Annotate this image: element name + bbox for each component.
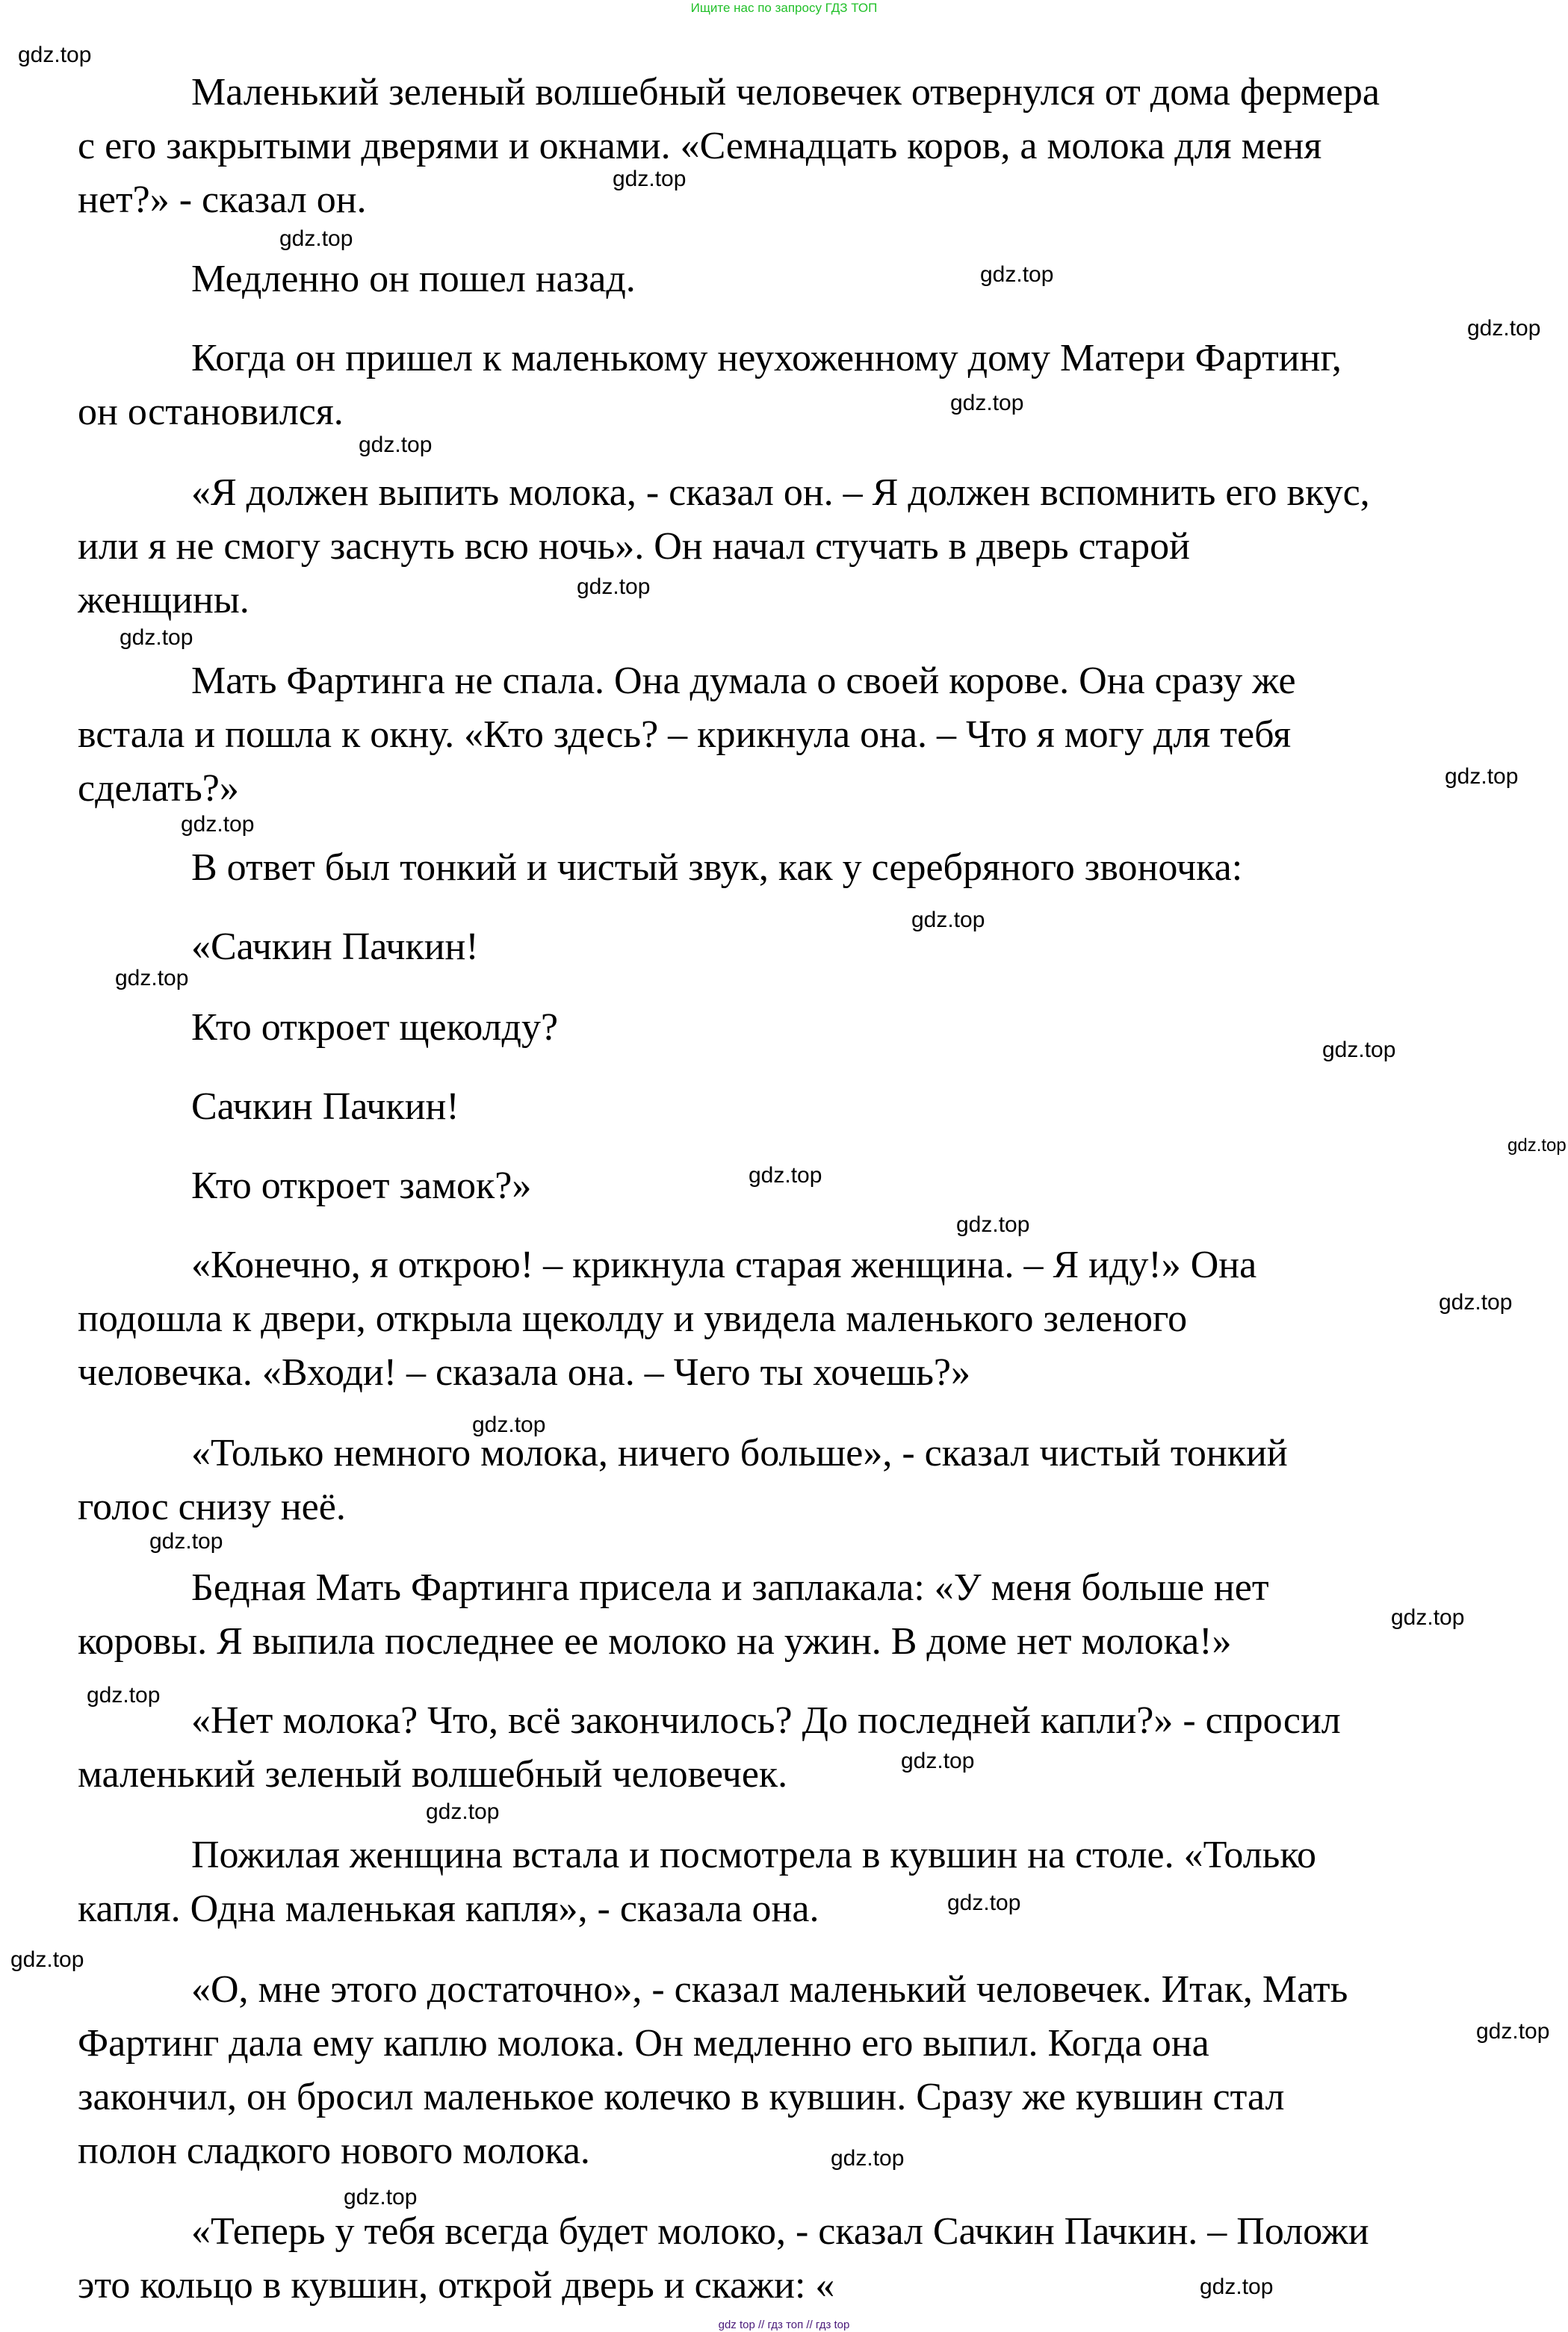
- watermark-text: gdz.top: [831, 2146, 905, 2171]
- paragraph: [78, 1238, 1542, 1400]
- paragraph: [78, 66, 1542, 227]
- text-line: с его закрытыми дверями и окнами. «Семнадцать коров, а молока для меня: [78, 125, 1322, 167]
- text-line: Когда он пришел к маленькому неухоженному дому Матери Фартинг,: [191, 337, 1342, 379]
- watermark-text: gdz.top: [749, 1163, 822, 1188]
- watermark-text: gdz.top: [577, 574, 651, 599]
- text-line: закончил, он бросил маленькое колечко в кувшин. Сразу же кувшин стал: [78, 2076, 1285, 2118]
- watermark-text: gdz.top: [950, 391, 1024, 415]
- text-line: маленький зеленый волшебный человечек.: [78, 1753, 788, 1796]
- watermark-text: gdz.top: [901, 1749, 975, 1773]
- text-line: «Сачкин Пачкин!: [191, 925, 479, 968]
- paragraph: [78, 332, 1542, 439]
- watermark-text: gdz.top: [956, 1212, 1030, 1237]
- watermark-text: gdz.top: [359, 432, 433, 457]
- watermark-text: gdz.top: [181, 812, 255, 837]
- watermark-text: gdz.top: [279, 226, 353, 251]
- text-line: человечка. «Входи! – сказала она. – Чего ты хочешь?»: [78, 1351, 971, 1394]
- watermark-text: gdz.top: [1200, 2274, 1274, 2299]
- watermark-text: gdz.top: [1439, 1290, 1513, 1315]
- text-line: полон сладкого нового молока.: [78, 2130, 590, 2172]
- watermark-text: gdz.top: [1445, 764, 1519, 789]
- watermark-text: gdz.top: [1322, 1038, 1396, 1062]
- text-line: голос снизу неё.: [78, 1486, 346, 1528]
- paragraph: [78, 841, 1542, 895]
- text-line: коровы. Я выпила последнее ее молоко на ужин. В доме нет молока!»: [78, 1620, 1232, 1663]
- watermark-text: gdz.top: [115, 966, 189, 990]
- text-line: женщины.: [78, 579, 250, 621]
- watermark-text: gdz.top: [911, 908, 985, 932]
- text-line: «Только немного молока, ничего больше», - сказал чистый тонкий: [191, 1432, 1288, 1474]
- paragraph: [78, 1829, 1542, 1936]
- text-line: «Нет молока? Что, всё закончилось? До последней капли?» - спросил: [191, 1699, 1341, 1742]
- text-line: «О, мне этого достаточно», - сказал маленький человечек. Итак, Мать: [191, 1968, 1348, 2011]
- watermark-text: gdz.top: [1391, 1605, 1465, 1630]
- text-line: Фартинг дала ему каплю молока. Он медленно его выпил. Когда она: [78, 2022, 1209, 2065]
- text-line: он остановился.: [78, 391, 344, 433]
- watermark-text: gdz.top: [472, 1412, 546, 1437]
- watermark-text: gdz.top: [1476, 2019, 1550, 2044]
- paragraph: [78, 1694, 1542, 1802]
- paragraph: [78, 654, 1542, 816]
- watermark-text: gdz.top: [1467, 316, 1541, 341]
- text-line: Пожилая женщина встала и посмотрела в кувшин на столе. «Только: [191, 1834, 1317, 1876]
- watermark-text: gdz.top: [10, 1947, 84, 1972]
- text-line: Кто откроет замок?»: [191, 1165, 532, 1207]
- text-line: «Конечно, я открою! – крикнула старая женщина. – Я иду!» Она: [191, 1244, 1257, 1286]
- text-line: капля. Одна маленькая капля», - сказала она.: [78, 1888, 819, 1930]
- text-line: Сачкин Пачкин!: [191, 1085, 459, 1128]
- text-line: Маленький зеленый волшебный человечек отвернулся от дома фермера: [191, 71, 1380, 114]
- text-line: нет?» - сказал он.: [78, 179, 367, 221]
- text-line: Кто откроет щеколду?: [191, 1006, 559, 1049]
- watermark-text: gdz.top: [344, 2185, 418, 2209]
- paragraph: [78, 1080, 1542, 1134]
- paragraph: [78, 1561, 1542, 1669]
- paragraph: [78, 466, 1542, 627]
- watermark-text: gdz.top: [18, 43, 92, 67]
- text-line: сделать?»: [78, 767, 239, 810]
- watermark-text: gdz.top: [87, 1683, 161, 1708]
- watermark-text: gdz.top: [980, 262, 1054, 287]
- text-line: встала и пошла к окну. «Кто здесь? – крикнула она. – Что я могу для тебя: [78, 713, 1292, 756]
- watermark-text: gdz.top: [426, 1799, 500, 1824]
- text-line: «Я должен выпить молока, - сказал он. – Я должен вспомнить его вкус,: [191, 471, 1370, 514]
- paragraph: [78, 2205, 1542, 2313]
- paragraph: [78, 1427, 1542, 1534]
- text-line: или я не смогу заснуть всю ночь». Он начал стучать в дверь старой: [78, 525, 1190, 568]
- text-line: Бедная Мать Фартинга присела и заплакала: «У меня больше нет: [191, 1566, 1269, 1609]
- text-line: это кольцо в кувшин, открой дверь и скажи: «: [78, 2264, 835, 2307]
- paragraph: [78, 920, 1542, 974]
- paragraph: [78, 252, 1542, 306]
- text-line: подошла к двери, открыла щеколду и увидела маленького зеленого: [78, 1297, 1188, 1340]
- watermark-text: gdz.top: [947, 1891, 1021, 1915]
- watermark-text: gdz.top: [1507, 1135, 1567, 1156]
- text-line: Мать Фартинга не спала. Она думала о своей корове. Она сразу же: [191, 660, 1296, 702]
- watermark-text: gdz.top: [613, 167, 687, 191]
- text-line: Медленно он пошел назад.: [191, 258, 636, 300]
- watermark-text: gdz.top: [149, 1529, 223, 1554]
- text-line: «Теперь у тебя всегда будет молоко, - сказал Сачкин Пачкин. – Положи: [191, 2210, 1369, 2253]
- text-line: В ответ был тонкий и чистый звук, как у серебряного звоночка:: [191, 846, 1243, 889]
- page-header-banner: Ищите нас по запросу ГДЗ ТОП: [690, 1, 878, 15]
- page-footer-banner: gdz top // гдз топ // гдз top: [718, 2319, 850, 2331]
- watermark-text: gdz.top: [120, 625, 193, 650]
- paragraph: [78, 1963, 1542, 2178]
